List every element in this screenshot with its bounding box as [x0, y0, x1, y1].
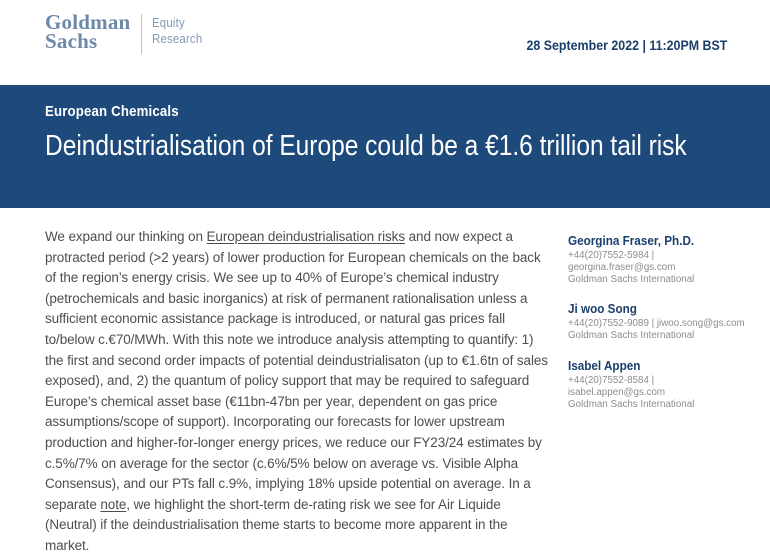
analyst-name: Ji woo Song [568, 301, 637, 317]
gs-wordmark [45, 10, 131, 53]
analyst-name: Isabel Appen [568, 357, 641, 373]
gs-logo [45, 10, 210, 54]
analyst-detail-line: Goldman Sachs International [568, 273, 695, 285]
analyst-detail-line: georgina.fraser@gs.com [568, 261, 676, 273]
analyst-detail-line: Goldman Sachs International [568, 330, 695, 342]
analyst-card [568, 358, 768, 410]
paragraph-text: We expand our thinking on [45, 229, 207, 244]
summary-article [45, 227, 550, 557]
gs-wordmark-line2: Sachs [45, 29, 98, 53]
report-date: 28 September 2022 | 11:20PM BST [526, 38, 727, 53]
report-header [0, 0, 770, 85]
paragraph-text: , we highlight the short-term de-rating risk we see for Air Liquide (Neutral) if the deindustrialisation theme starts to become more apparent in the market. [45, 496, 508, 553]
inline-link[interactable]: note [100, 496, 127, 512]
analyst-name: Georgina Fraser, Ph.D. [568, 233, 695, 248]
gs-wordmark-line1: Goldman [45, 10, 131, 34]
analyst-detail-line: +44(20)7552-8584 | [568, 374, 655, 386]
analyst-detail-line: isabel.appen@gs.com [568, 386, 666, 398]
analyst-card [568, 301, 768, 342]
division-label [152, 13, 202, 46]
inline-link[interactable]: European deindustrialisation risks [206, 229, 405, 244]
division-line1: Equity [152, 15, 186, 30]
division-line2: Research [152, 30, 203, 46]
sector-label: European Chemicals [45, 103, 179, 120]
analysts-sidebar [568, 233, 768, 426]
page-title: Deindustrialisation of Europe could be a €1.6 trillion tail risk [45, 130, 687, 162]
analyst-card [568, 233, 768, 285]
summary-paragraph [45, 227, 550, 557]
analyst-detail-line: Goldman Sachs International [568, 398, 695, 410]
title-banner [0, 85, 770, 208]
logo-divider [141, 14, 142, 54]
analyst-detail-line: +44(20)7552-9089 | jiwoo.song@gs.com [568, 318, 745, 330]
analyst-detail-line: +44(20)7552-5984 | [568, 250, 655, 261]
paragraph-text: and now expect a protracted period (>2 years) of lower production for European chemicals on the back of the region’s energy crisis. We see up to 40% of Europe’s chemical industry (petrochemicals and basic inorganics) at risk of permanent rationalisation unless a sufficient economic assistance package is introduced, or natural gas prices fall to/below c.€70/MWh. With this note we introduce analysis attempting to quantify: 1) the first and second order impacts of potential deindustrialisaton (up to €1.6tn of sales exposed), and, 2) the quantum of policy support that may be required to safeguard Europe’s chemical asset base (€11bn-47bn per year, dependent on gas price assumptions/scope of support). Incorporating our forecasts for lower upstream production and higher-for-longer energy prices, we reduce our FY23/24 estimates by c.5%/7% on average for the sector (c.6%/5% below on average vs. Visible Alpha Consensus), and our PTs fall c.9%, implying 18% upside potential on average. In a separate [45, 229, 548, 512]
